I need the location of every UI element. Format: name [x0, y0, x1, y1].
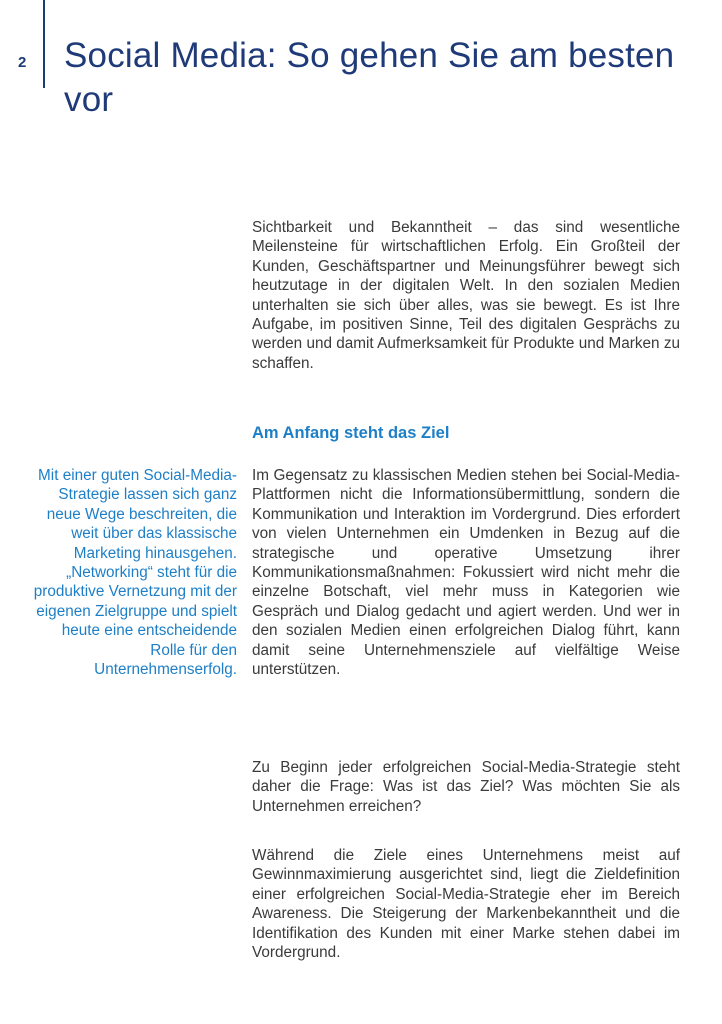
body-paragraph: Im Gegensatz zu klassischen Medien stehen bei Social-Media-Plattformen nicht die Informationsübermittlung, sondern die Kommunikation und Interaktion im Vordergrund. Dies erfordert von vielen Unternehmen ein Umdenken in Bezug auf die strategische und operative Umsetzung ihrer Kommunikationsmaßnahmen: Fokussiert wird nicht mehr die einzelne Botschaft, viel mehr muss in Kategorien wie Gespräch und Dialog gedacht und agiert werden. Und wer in den sozialen Medien einen erfolgreichen Dialog führt, kann damit seine Unternehmensziele auf vielfältige Weise unterstützen. [252, 467, 680, 679]
intro-paragraph: Sichtbarkeit und Bekanntheit – das sind wesentliche Meilensteine für wirtschaftlichen Erfolg. Ein Großteil der Kunden, Geschäftspartner und Meinungsführer bewegt sich heutzutage in der digitalen Welt. In den sozialen Medien unterhalten sie sich über alles, was sie bewegt. Es ist Ihre Aufgabe, im positiven Sinne, Teil des digitalen Gesprächs zu werden und damit Aufmerksamkeit für Produkte und Marken zu schaffen. [252, 219, 680, 372]
page-title: Social Media: So gehen Sie am besten vor [64, 36, 675, 119]
body-paragraph: Während die Ziele eines Unternehmens meist auf Gewinnmaximierung ausgerichtet sind, liegt die Zieldefinition einer erfolgreichen Social-Media-Strategie eher im Bereich Awareness. Die Steigerung der Markenbekanntheit und die Identifikation des Kunden mit einer Marke stehen dabei im Vordergrund. [252, 847, 680, 962]
page-number: 2 [18, 54, 27, 71]
section-heading: Am Anfang steht das Ziel [252, 424, 450, 442]
pull-quote: Mit einer guten Social-Media-Strategie lassen sich ganz neue Wege beschreiten, die weit über das klassische Marketing hinausgehen. „Networking“ steht für die produktive Vernetzung mit der eigenen Zielgruppe und spielt heute eine entscheidende Rolle für den Unternehmenserfolg. [33, 467, 237, 679]
body-paragraph: Zu Beginn jeder erfolgreichen Social-Media-Strategie steht daher die Frage: Was ist das Ziel? Was möchten Sie als Unternehmen erreichen? [252, 759, 680, 815]
header-divider [43, 0, 45, 88]
